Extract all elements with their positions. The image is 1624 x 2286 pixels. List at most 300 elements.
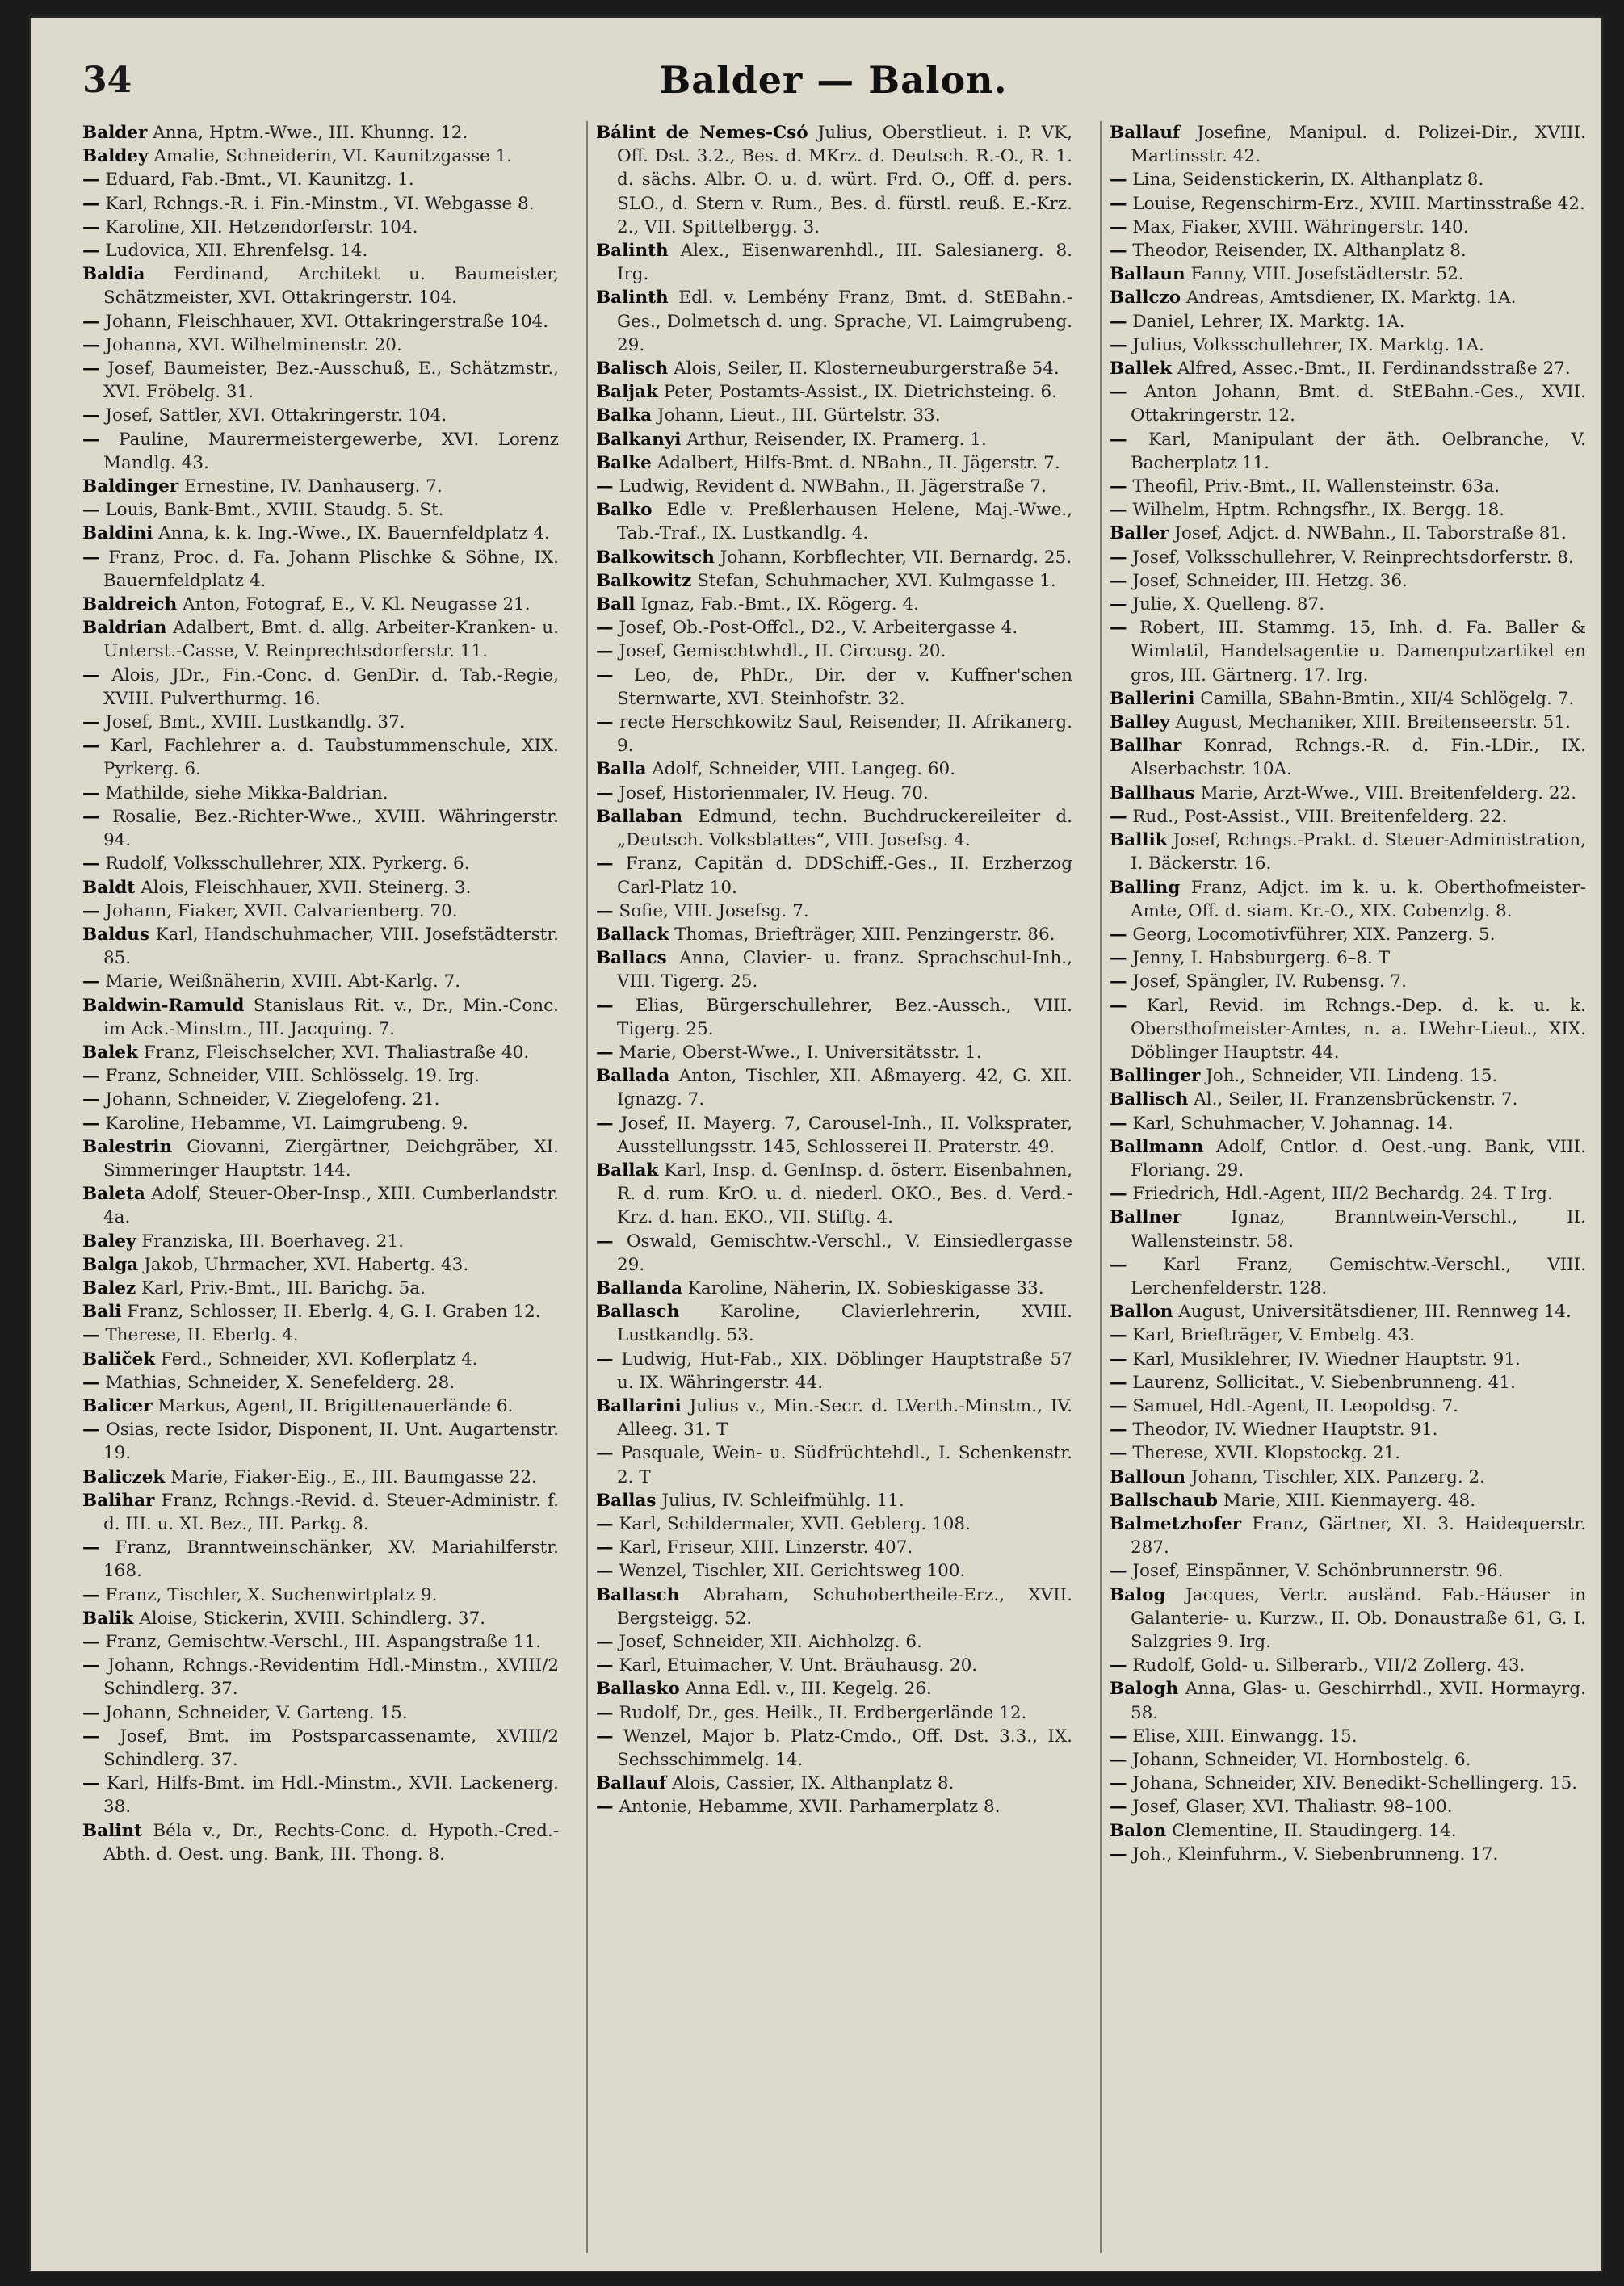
entry-name: — (596, 1513, 614, 1534)
directory-entry (596, 1395, 1072, 1441)
entry-name: — (596, 782, 614, 803)
entry-name: — (1110, 334, 1127, 355)
directory-entry (82, 970, 559, 993)
directory-entry (1110, 1441, 1586, 1465)
directory-entry (596, 1230, 1072, 1277)
directory-entry (596, 994, 1072, 1041)
entry-text: Josef, Bmt. im Postsparcassenamte, XVIII/2 Schindlerg. 37. (103, 1726, 559, 1771)
entry-text: Josef, Schneider, XII. Aichholzg. 6. (619, 1632, 922, 1652)
directory-entry (82, 1041, 559, 1064)
directory-entry (1110, 1489, 1586, 1512)
entry-name: — (596, 900, 614, 921)
entry-text: Rudolf, Dr., ges. Heilk., II. Erdbergerlände 12. (619, 1702, 1027, 1723)
entry-text: Stefan, Schuhmacher, XVI. Kulmgasse 1. (697, 570, 1056, 591)
entry-name: Baldey (82, 146, 149, 167)
entry-name: Ballhar (1110, 736, 1182, 757)
directory-entry (82, 711, 559, 734)
entry-name: Baldreich (82, 594, 178, 615)
entry-name: — (82, 1113, 100, 1134)
entry-name: — (1110, 382, 1127, 403)
directory-entry (82, 616, 559, 663)
entry-text: Wenzel, Major b. Platz-Cmdo., Off. Dst. 3.3., IX. Sechsschimmelg. 14. (617, 1726, 1072, 1771)
entry-name: — (596, 1726, 614, 1747)
entry-name: Ballhaus (1110, 782, 1195, 803)
entry-name: Baliček (82, 1349, 156, 1370)
entry-name: — (82, 547, 100, 568)
entry-text: Jacques, Vertr. ausländ. Fab.-Häuser in Galanterie- u. Kurzw., II. Ob. Donaustraße 61, G. I. Salzgries 9. Irg. (1131, 1584, 1586, 1652)
directory-entry (1110, 380, 1586, 427)
entry-text: Joh., Kleinfuhrm., V. Siebenbrunneng. 17. (1132, 1843, 1499, 1864)
entry-text: Josef, Sattler, XVI. Ottakringerstr. 104. (105, 405, 447, 426)
entry-name: — (82, 241, 100, 262)
page-number: 34 (82, 60, 132, 101)
entry-text: Anton Johann, Bmt. d. StEBahn.-Ges., XVII. Ottakringerstr. 12. (1131, 382, 1586, 426)
directory-entry (1110, 876, 1586, 923)
directory-entry (1110, 1348, 1586, 1371)
entry-text: Josefine, Manipul. d. Polizei-Dir., XVIII. Martinsstr. 42. (1131, 123, 1586, 167)
entry-text: Edl. v. Lembény Franz, Bmt. d. StEBahn.-Ges., Dolmetsch d. ung. Sprache, VI. Laimgrubeng. 29. (617, 287, 1072, 355)
entry-text: Josef, Rchngs.-Prakt. d. Steuer-Administration, I. Bäckerstr. 16. (1131, 830, 1586, 875)
entry-name: — (82, 311, 100, 332)
column-rule (1100, 121, 1102, 2253)
directory-entry (82, 1654, 559, 1701)
entry-name: — (82, 1325, 100, 1346)
entry-name: — (82, 429, 100, 450)
entry-name: Baljak (596, 382, 658, 403)
entry-text: Thomas, Briefträger, XIII. Penzingerstr. 86. (674, 924, 1055, 945)
entry-name: — (82, 900, 100, 921)
entry-text: Johann, Fleischhauer, XVI. Ottakringerstraße 104. (105, 311, 549, 332)
directory-entry (82, 852, 559, 875)
directory-entry (1110, 711, 1586, 734)
entry-text: Edle v. Preßlerhausen Helene, Maj.-Wwe., Tab.-Traf., IX. Lustkandlg. 4. (617, 500, 1072, 544)
entry-text: August, Mechaniker, XIII. Breitenseerstr. 51. (1175, 712, 1571, 733)
entry-name: — (1110, 1773, 1127, 1794)
entry-text: August, Universitätsdiener, III. Rennweg 14. (1178, 1302, 1572, 1323)
entry-name: Ballek (1110, 359, 1173, 380)
directory-column-3 (1110, 121, 1586, 2253)
entry-name: — (596, 641, 614, 662)
entry-name: — (596, 1349, 614, 1370)
entry-name: — (82, 405, 100, 426)
entry-text: Johann, Fiaker, XVII. Calvarienberg. 70. (105, 900, 458, 921)
entry-text: Therese, XVII. Klopstockg. 21. (1132, 1443, 1401, 1464)
entry-text: Johann, Schneider, V. Garteng. 15. (105, 1702, 408, 1723)
entry-name: — (82, 1655, 100, 1676)
entry-name: — (82, 193, 100, 214)
entry-name: Baldus (82, 924, 150, 945)
entry-text: Karl, Hilfs-Bmt. im Hdl.-Minstm., XVII. Lackenerg. 38. (103, 1773, 559, 1818)
directory-entry (82, 1418, 559, 1465)
entry-name: — (596, 1702, 614, 1723)
directory-entry (1110, 1064, 1586, 1088)
directory-entry (82, 1725, 559, 1772)
entry-text: Theodor, IV. Wiedner Hauptstr. 91. (1132, 1420, 1438, 1441)
entry-text: Alois, Seiler, II. Klosterneuburgerstraße 54. (674, 359, 1060, 380)
entry-name: Ballik (1110, 830, 1168, 851)
entry-name: Ballerini (1110, 688, 1195, 709)
entry-text: Marie, Arzt-Wwe., VIII. Breitenfelderg. 22. (1200, 782, 1577, 803)
entry-name: Balog (1110, 1584, 1166, 1605)
entry-name: Ballasko (596, 1679, 680, 1700)
entry-text: Mathilde, siehe Mikka-Baldrian. (105, 782, 388, 803)
directory-entry (1110, 994, 1586, 1065)
entry-text: Anna, Hptm.-Wwe., III. Khunng. 12. (153, 123, 468, 143)
entry-name: — (596, 1443, 614, 1464)
entry-name: Ballack (596, 924, 669, 945)
entry-name: — (596, 1561, 614, 1582)
directory-entry (1110, 923, 1586, 946)
entry-name: Ballarini (596, 1395, 682, 1416)
entry-name: — (596, 618, 614, 639)
entry-name: Ballaun (1110, 264, 1185, 285)
entry-text: Franz, Tischler, X. Suchenwirtplatz 9. (105, 1584, 438, 1605)
entry-text: Elise, XIII. Einwangg. 15. (1132, 1726, 1358, 1747)
entry-name: Balder (82, 123, 148, 143)
entry-text: Antonie, Hebamme, XVII. Parhamerplatz 8. (619, 1797, 1001, 1818)
entry-text: Karl Franz, Gemischtw.-Verschl., VIII. Lerchenfelderstr. 128. (1131, 1254, 1586, 1298)
directory-entry (82, 522, 559, 545)
entry-name: — (1110, 476, 1127, 497)
entry-text: Karl, Schildermaler, XVII. Geblerg. 108. (619, 1513, 971, 1534)
directory-entry (596, 380, 1072, 404)
directory-entry (596, 1654, 1072, 1677)
directory-entry (82, 1489, 559, 1536)
directory-entry (82, 1277, 559, 1300)
directory-entry (82, 1135, 559, 1182)
entry-text: Franziska, III. Boerhaveg. 21. (141, 1231, 404, 1252)
entry-text: Franz, Proc. d. Fa. Johann Plischke & Söhne, IX. Bauernfeldplatz 4. (103, 547, 559, 591)
directory-entry (1110, 1300, 1586, 1323)
entry-text: Johann, Korbflechter, VII. Bernardg. 25. (720, 547, 1072, 568)
directory-entry (82, 168, 559, 191)
entry-name: — (82, 1702, 100, 1723)
entry-name: Balmetzhofer (1110, 1513, 1242, 1534)
entry-name: — (1110, 1372, 1127, 1393)
directory-entry (596, 1795, 1072, 1818)
directory-entry (82, 475, 559, 498)
entry-name: Balkowitz (596, 570, 692, 591)
entry-name: Baliczek (82, 1466, 166, 1487)
entry-name: Balga (82, 1254, 139, 1275)
directory-entry (1110, 569, 1586, 593)
entry-name: — (1110, 170, 1127, 191)
entry-name: — (596, 1537, 614, 1558)
entry-name: Ballmann (1110, 1136, 1204, 1157)
directory-entry (82, 145, 559, 168)
directory-entry (1110, 262, 1586, 286)
entry-name: — (596, 665, 614, 686)
entry-name: Balicer (82, 1395, 153, 1416)
entry-name: — (1110, 971, 1127, 992)
entry-text: Daniel, Lehrer, IX. Marktg. 1A. (1132, 311, 1405, 332)
directory-column-1 (82, 121, 559, 2253)
directory-entry (82, 782, 559, 805)
entry-text: Anna, Clavier- u. franz. Sprachschul-Inh., VIII. Tigerg. 25. (617, 948, 1072, 992)
entry-name: — (82, 1584, 100, 1605)
directory-entry (1110, 192, 1586, 216)
entry-name: Baleta (82, 1184, 145, 1205)
entry-text: Joh., Schneider, VII. Lindeng. 15. (1206, 1066, 1498, 1087)
entry-text: Wilhelm, Hptm. Rchngsfhr., IX. Bergg. 18. (1132, 500, 1505, 521)
entry-text: Aloise, Stickerin, XVIII. Schindlerg. 37. (139, 1608, 486, 1629)
entry-text: Laurenz, Sollicitat., V. Siebenbrunneng. 41. (1132, 1372, 1516, 1393)
entry-name: — (82, 216, 100, 237)
entry-name: Ballauf (1110, 123, 1181, 143)
directory-entry (596, 640, 1072, 663)
entry-name: Baldt (82, 877, 136, 898)
entry-name: — (82, 359, 100, 380)
entry-name: Balint (82, 1820, 143, 1841)
directory-entry (1110, 1772, 1586, 1795)
entry-name: Balloun (1110, 1466, 1186, 1487)
entry-text: Julius, Volksschullehrer, IX. Marktg. 1A. (1132, 334, 1484, 355)
entry-name: — (1110, 1726, 1127, 1747)
entry-text: Franz, Fleischselcher, XVI. Thaliastraße 40. (143, 1042, 530, 1063)
entry-text: Sofie, VIII. Josefsg. 7. (619, 900, 809, 921)
directory-entry (596, 1512, 1072, 1536)
directory-entry (82, 1230, 559, 1253)
entry-text: Johann, Schneider, V. Ziegelofeng. 21. (105, 1089, 440, 1110)
entry-text: Rudolf, Gold- u. Silberarb., VII/2 Zollerg. 43. (1132, 1655, 1525, 1676)
directory-entry (596, 900, 1072, 923)
entry-name: — (82, 736, 100, 757)
entry-name: — (596, 712, 614, 733)
entry-name: Ballasch (596, 1584, 680, 1605)
directory-entry (82, 216, 559, 239)
entry-text: Ignaz, Branntwein-Verschl., II. Wallensteinstr. 58. (1131, 1207, 1586, 1252)
directory-entry (596, 805, 1072, 852)
entry-text: Therese, II. Eberlg. 4. (105, 1325, 299, 1346)
directory-entry (596, 1559, 1072, 1583)
entry-text: Johann, Rchngs.-Revidentim Hdl.-Minstm., XVIII/2 Schindlerg. 37. (103, 1655, 559, 1700)
entry-name: — (1110, 1561, 1127, 1582)
entry-text: Johann, Lieut., III. Gürtelstr. 33. (657, 405, 941, 426)
entry-name: — (1110, 1750, 1127, 1771)
entry-name: — (1110, 429, 1127, 450)
entry-name: — (1110, 1797, 1127, 1818)
entry-text: Markus, Agent, II. Brigittenauerlände 6. (157, 1395, 514, 1416)
directory-entry (82, 192, 559, 216)
entry-name: — (596, 1632, 614, 1652)
entry-name: — (82, 1726, 100, 1747)
directory-entry (82, 593, 559, 616)
directory-entry (82, 1466, 559, 1489)
entry-text: Franz, Branntweinschänker, XV. Mariahilferstr. 168. (103, 1537, 559, 1582)
entry-text: recte Herschkowitz Saul, Reisender, II. Afrikanerg. 9. (617, 712, 1072, 757)
entry-text: Leo, de, PhDr., Dir. der v. Kuffner'schen Sternwarte, XVI. Steinhofstr. 32. (617, 665, 1072, 709)
entry-name: Balla (596, 759, 647, 780)
entry-name: — (82, 170, 100, 191)
entry-text: Julie, X. Quelleng. 87. (1132, 594, 1325, 615)
directory-entry (82, 1371, 559, 1395)
entry-name: Baldia (82, 264, 145, 285)
entry-name: Bálint de Nemes-Csó (596, 123, 808, 143)
entry-text: Eduard, Fab.-Bmt., VI. Kaunitzg. 1. (105, 170, 414, 191)
directory-entry (82, 1112, 559, 1135)
entry-text: Louise, Regenschirm-Erz., XVIII. Martinsstraße 42. (1132, 193, 1585, 214)
directory-entry (1110, 1323, 1586, 1347)
entry-name: Ballaban (596, 806, 682, 827)
entry-text: Al., Seiler, II. Franzensbrückenstr. 7. (1194, 1089, 1518, 1110)
entry-text: Adalbert, Bmt. d. allg. Arbeiter-Kranken- u. Unterst.-Casse, V. Reinprechtsdorferstr. 11. (103, 618, 559, 662)
entry-text: Josef, Gemischtwhdl., II. Circusg. 20. (619, 641, 946, 662)
entry-name: — (82, 806, 100, 827)
entry-name: Balestrin (82, 1136, 173, 1157)
entry-text: Josef, Einspänner, V. Schönbrunnerstr. 96. (1132, 1561, 1504, 1582)
entry-name: Balley (1110, 712, 1170, 733)
entry-text: Karl, Insp. d. GenInsp. d. österr. Eisenbahnen, R. d. rum. KrO. u. d. niederl. OKO., Bes. d. Verd.-Krz. d. han. EKO., VII. Stiftg. 4. (617, 1160, 1072, 1228)
entry-text: Karl, Priv.-Bmt., III. Barichg. 5a. (141, 1277, 426, 1298)
entry-text: Jenny, I. Habsburgerg. 6–8. T (1132, 948, 1391, 969)
entry-name: Balogh (1110, 1679, 1179, 1700)
directory-entry (1110, 1512, 1586, 1559)
entry-text: Marie, Weißnäherin, XVIII. Abt-Karlg. 7. (105, 971, 461, 992)
entry-name: Balke (596, 452, 652, 473)
entry-name: — (596, 854, 614, 875)
entry-text: Josef, II. Mayerg. 7, Carousel-Inh., II. Volksprater, Ausstellungsstr. 145, Schlosserei II. Praterstr. 49. (617, 1113, 1072, 1157)
entry-text: Theofil, Priv.-Bmt., II. Wallensteinstr. 63a. (1132, 476, 1500, 497)
directory-entry (82, 1607, 559, 1630)
entry-name: Ballinger (1110, 1066, 1201, 1087)
entry-name: Ballasch (596, 1302, 680, 1323)
entry-text: Josef, Bmt., XVIII. Lustkandlg. 37. (105, 712, 405, 733)
entry-name: — (1110, 311, 1127, 332)
entry-text: Anton, Fotograf, E., V. Kl. Neugasse 21. (183, 594, 531, 615)
entry-text: Franz, Adjct. im k. u. k. Oberthofmeister-Amte, Off. d. siam. Kr.-O., XIX. Cobenzlg. 8. (1131, 877, 1586, 921)
entry-name: Balon (1110, 1820, 1167, 1841)
entry-name: — (82, 1066, 100, 1087)
directory-entry (1110, 1088, 1586, 1111)
entry-name: Balik (82, 1608, 134, 1629)
directory-entry (596, 1300, 1072, 1347)
entry-text: Karl, Friseur, XIII. Linzerstr. 407. (619, 1537, 913, 1558)
directory-entry (596, 757, 1072, 781)
directory-entry (82, 262, 559, 309)
entry-text: Anna, k. k. Ing.-Wwe., IX. Bauernfeldplatz 4. (158, 523, 550, 544)
entry-text: Lina, Seidenstickerin, IX. Althanplatz 8. (1132, 170, 1484, 191)
directory-entry (1110, 286, 1586, 309)
entry-text: Arthur, Reisender, IX. Pramerg. 1. (686, 429, 987, 450)
entry-text: Franz, Schlosser, II. Eberlg. 4, G. I. Graben 12. (127, 1302, 541, 1323)
directory-entry (1110, 1371, 1586, 1395)
directory-entry (596, 1064, 1072, 1111)
entry-name: Ballak (596, 1160, 659, 1181)
directory-entry (82, 805, 559, 852)
entry-name: — (1110, 1395, 1127, 1416)
directory-entry (596, 1041, 1072, 1064)
directory-entry (82, 664, 559, 711)
entry-text: Karl, Briefträger, V. Embelg. 43. (1132, 1325, 1415, 1346)
entry-text: Josef, Adjct. d. NWBahn., II. Taborstraße 81. (1174, 523, 1567, 544)
entry-text: Karl, Revid. im Rchngs.-Dep. d. k. u. k. Obersthofmeister-Amtes, n. a. LWehr-Lieut., XIX. Döblinger Hauptstr. 44. (1131, 995, 1586, 1063)
directory-entry (1110, 121, 1586, 168)
entry-text: Anton, Tischler, XII. Aßmayerg. 42, G. XII. Ignazg. 7. (617, 1066, 1072, 1110)
entry-text: Ferd., Schneider, XVI. Koflerplatz 4. (160, 1349, 478, 1370)
entry-name: — (1110, 1843, 1127, 1864)
directory-entry (82, 498, 559, 522)
entry-text: Ludwig, Revident d. NWBahn., II. Jägerstraße 7. (619, 476, 1047, 497)
directory-entry (82, 428, 559, 475)
directory-entry (596, 428, 1072, 451)
directory-entry (82, 546, 559, 593)
directory-entry (82, 734, 559, 781)
entry-name: — (1110, 547, 1127, 568)
entry-name: — (82, 500, 100, 521)
entry-text: Karl, Rchngs.-R. i. Fin.-Minstm., VI. Webgasse 8. (105, 193, 535, 214)
directory-entry (596, 1725, 1072, 1772)
directory-entry (1110, 805, 1586, 828)
directory-entry (596, 121, 1072, 239)
page-header (82, 53, 1584, 110)
entry-text: Karl, Schuhmacher, V. Johannag. 14. (1132, 1113, 1454, 1134)
directory-entry (82, 1583, 559, 1607)
entry-name: — (1110, 806, 1127, 827)
entry-name: — (1110, 1184, 1127, 1205)
entry-name: Ballauf (596, 1773, 667, 1794)
directory-entry (1110, 1748, 1586, 1772)
entry-text: Ferdinand, Architekt u. Baumeister, Schätzmeister, XVI. Ottakringerstr. 104. (103, 264, 559, 308)
entry-text: Karoline, Näherin, IX. Sobieskigasse 33. (687, 1277, 1044, 1298)
directory-entry (1110, 498, 1586, 522)
entry-text: Franz, Rchngs.-Revid. d. Steuer-Administr. f. d. III. u. XI. Bez., III. Parkg. 8. (103, 1490, 559, 1534)
entry-name: — (1110, 241, 1127, 262)
entry-name: Balkanyi (596, 429, 682, 450)
entry-name: — (82, 782, 100, 803)
entry-text: Rosalie, Bez.-Richter-Wwe., XVIII. Währingerstr. 94. (103, 806, 559, 851)
directory-entry (596, 1112, 1072, 1159)
entry-text: Johann, Schneider, VI. Hornbostelg. 6. (1132, 1750, 1471, 1771)
entry-text: Julius v., Min.-Secr. d. LVerth.-Minstm., IV. Alleeg. 31. T (617, 1395, 1072, 1441)
directory-entry (1110, 1677, 1586, 1724)
entry-text: Franz, Schneider, VIII. Schlösselg. 19. Irg. (105, 1066, 480, 1087)
directory-entry (596, 782, 1072, 805)
directory-entry (82, 1701, 559, 1725)
directory-entry (82, 121, 559, 145)
entry-text: Konrad, Rchngs.-R. d. Fin.-LDir., IX. Alserbachstr. 10A. (1131, 736, 1586, 780)
entry-text: Franz, Gemischtw.-Verschl., III. Aspangstraße 11. (105, 1632, 541, 1652)
entry-name: Balisch (596, 359, 669, 380)
entry-name: Ballschaub (1110, 1490, 1218, 1511)
entry-text: Marie, Oberst-Wwe., I. Universitätsstr. 1. (619, 1042, 982, 1063)
entry-text: Karoline, Clavierlehrerin, XVIII. Lustkandlg. 53. (617, 1302, 1072, 1346)
running-head: Balder — Balon. (659, 58, 1008, 102)
directory-entry (1110, 1253, 1586, 1300)
entry-text: Jakob, Uhrmacher, XVI. Habertg. 43. (144, 1254, 469, 1275)
directory-entry (596, 664, 1072, 711)
entry-name: — (1110, 500, 1127, 521)
directory-entry (596, 1441, 1072, 1488)
directory-entry (1110, 1395, 1586, 1418)
entry-name: Balkowitsch (596, 547, 715, 568)
entry-text: Pasquale, Wein- u. Südfrüchtehdl., I. Schenkenstr. 2. T (617, 1443, 1072, 1487)
entry-name: — (1110, 1349, 1127, 1370)
entry-text: Adalbert, Hilfs-Bmt. d. NBahn., II. Jägerstr. 7. (657, 452, 1060, 473)
entry-text: Karoline, Hebamme, VI. Laimgrubeng. 9. (105, 1113, 468, 1134)
directory-entry (1110, 687, 1586, 711)
directory-entry (596, 451, 1072, 475)
directory-entry (82, 404, 559, 427)
column-rule (586, 121, 588, 2253)
entry-name: Balek (82, 1042, 138, 1063)
directory-entry (82, 1064, 559, 1088)
directory-entry (1110, 1466, 1586, 1489)
directory-entry (1110, 970, 1586, 993)
entry-name: Ballisch (1110, 1089, 1189, 1110)
directory-entry (82, 1395, 559, 1418)
directory-column-2 (596, 121, 1072, 2253)
directory-entry (82, 310, 559, 333)
